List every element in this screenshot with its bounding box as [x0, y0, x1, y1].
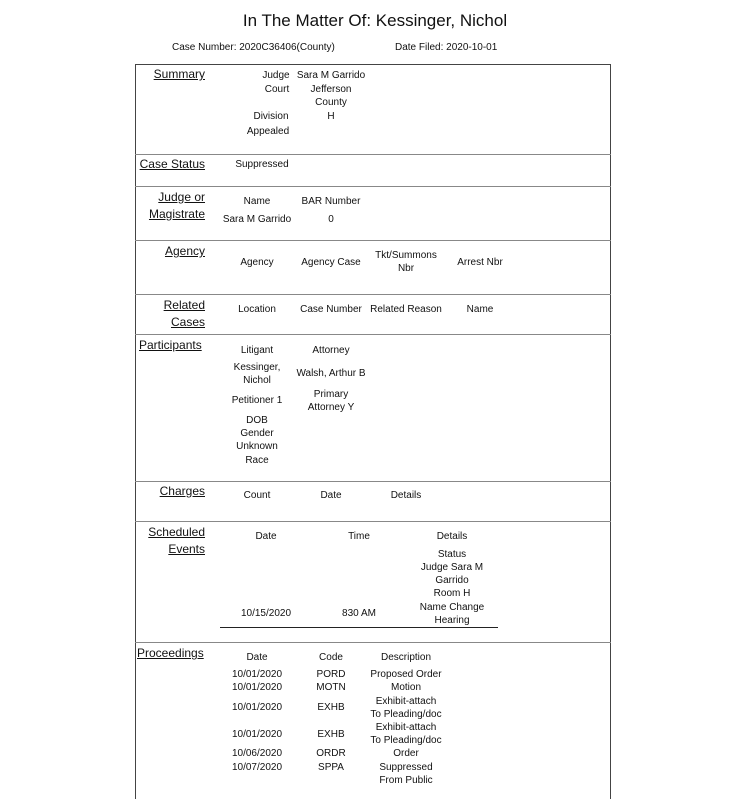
related-header: Name: [466, 304, 494, 315]
proceeding-desc: From Public: [379, 775, 433, 786]
proceeding-date: 10/01/2020: [231, 682, 283, 693]
related-header: Case Number: [300, 304, 362, 315]
judge-header-bar: BAR Number: [301, 196, 361, 207]
event-detail: Judge Sara M: [420, 562, 484, 573]
participant-text: DOB: [246, 415, 268, 426]
proceeding-desc: Order: [393, 748, 419, 759]
participant-text: Race: [245, 455, 269, 466]
proceeding-code: MOTN: [316, 682, 346, 693]
participants-header-attorney: Attorney: [312, 345, 350, 356]
separator: [135, 154, 611, 155]
section-label-agency[interactable]: Agency: [164, 244, 205, 258]
event-detail: Room H: [433, 588, 471, 599]
agency-header: Arrest Nbr: [457, 257, 503, 268]
event-detail: Status: [437, 549, 467, 560]
judge-bar-number: 0: [328, 214, 334, 225]
event-detail: Hearing: [434, 615, 470, 626]
case-number: Case Number: 2020C36406(County): [172, 42, 335, 53]
section-label-events-line1[interactable]: Scheduled: [148, 525, 205, 539]
proceeding-code: EXHB: [317, 702, 345, 713]
section-label-case-status[interactable]: Case Status: [139, 157, 205, 171]
charges-header: Count: [243, 490, 271, 501]
proceeding-desc: Exhibit-attach: [375, 696, 437, 707]
summary-value-judge: Sara M Garrido: [296, 70, 366, 81]
summary-value-division: H: [327, 111, 335, 122]
section-label-related-line2[interactable]: Cases: [170, 315, 205, 329]
section-label-summary[interactable]: Summary: [153, 67, 205, 81]
separator: [135, 240, 611, 241]
summary-field-court: Court: [264, 84, 290, 95]
date-filed: Date Filed: 2020-10-01: [395, 42, 498, 53]
participants-header-litigant: Litigant: [240, 345, 274, 356]
proceeding-desc: Exhibit-attach: [375, 722, 437, 733]
attorney-text: Primary: [313, 389, 349, 400]
judge-header-name: Name: [243, 196, 271, 207]
proceeding-code: ORDR: [316, 748, 346, 759]
proceedings-header: Description: [380, 652, 432, 663]
judge-name: Sara M Garrido: [222, 214, 292, 225]
charges-header: Date: [320, 490, 342, 501]
separator: [135, 642, 611, 643]
section-label-related-line1[interactable]: Related: [163, 298, 205, 312]
agency-header: Tkt/Summons: [375, 250, 437, 261]
proceeding-desc: Proposed Order: [370, 669, 442, 680]
participant-text: Petitioner 1: [231, 395, 283, 406]
agency-header: Agency: [240, 257, 274, 268]
summary-field-appealed: Appealed: [246, 126, 290, 137]
proceeding-date: 10/01/2020: [231, 729, 283, 740]
proceeding-code: PORD: [316, 669, 346, 680]
section-label-charges[interactable]: Charges: [159, 484, 205, 498]
proceeding-desc: To Pleading/doc: [370, 709, 442, 720]
separator: [135, 334, 611, 335]
agency-header: Nbr: [397, 263, 415, 274]
agency-header: Agency Case: [301, 257, 361, 268]
summary-value-court-2: County: [315, 97, 347, 108]
page-title: In The Matter Of: Kessinger, Nichol: [242, 11, 508, 30]
separator: [135, 294, 611, 295]
proceedings-header: Code: [319, 652, 343, 663]
summary-value-court-1: Jefferson: [310, 84, 352, 95]
case-status-value: Suppressed: [235, 159, 289, 170]
event-date: 10/15/2020: [240, 608, 292, 619]
charges-header: Details: [390, 490, 422, 501]
section-label-events-line2[interactable]: Events: [168, 542, 205, 556]
event-time: 830 AM: [342, 608, 376, 619]
participant-text: Kessinger,: [233, 362, 281, 373]
events-header: Time: [348, 531, 370, 542]
separator: [135, 186, 611, 187]
proceeding-date: 10/01/2020: [231, 702, 283, 713]
event-detail: Name Change: [419, 602, 485, 613]
events-header: Date: [255, 531, 277, 542]
proceeding-code: EXHB: [317, 729, 345, 740]
participant-text: Unknown: [236, 441, 278, 452]
separator: [135, 521, 611, 522]
section-label-participants[interactable]: Participants: [139, 338, 202, 352]
proceeding-desc: To Pleading/doc: [370, 735, 442, 746]
proceeding-date: 10/06/2020: [231, 748, 283, 759]
section-label-proceedings[interactable]: Proceedings: [137, 646, 204, 660]
participant-text: Nichol: [243, 375, 271, 386]
summary-field-division: Division: [253, 111, 289, 122]
attorney-text: Walsh, Arthur B: [296, 368, 366, 379]
related-header: Related Reason: [370, 304, 442, 315]
participant-text: Gender: [240, 428, 274, 439]
summary-field-judge: Judge: [262, 70, 290, 81]
proceeding-date: 10/07/2020: [231, 762, 283, 773]
related-header: Location: [238, 304, 276, 315]
record-frame: [135, 64, 611, 799]
proceeding-date: 10/01/2020: [231, 669, 283, 680]
separator: [135, 481, 611, 482]
proceeding-desc: Suppressed: [379, 762, 433, 773]
proceeding-desc: Motion: [390, 682, 422, 693]
proceedings-header: Date: [246, 652, 268, 663]
proceeding-code: SPPA: [318, 762, 344, 773]
section-label-judge-line2[interactable]: Magistrate: [148, 207, 205, 221]
event-row-underline: [220, 627, 498, 628]
event-detail: Garrido: [435, 575, 469, 586]
events-header: Details: [436, 531, 468, 542]
attorney-text: Attorney Y: [307, 402, 355, 413]
section-label-judge-line1[interactable]: Judge or: [158, 190, 205, 204]
